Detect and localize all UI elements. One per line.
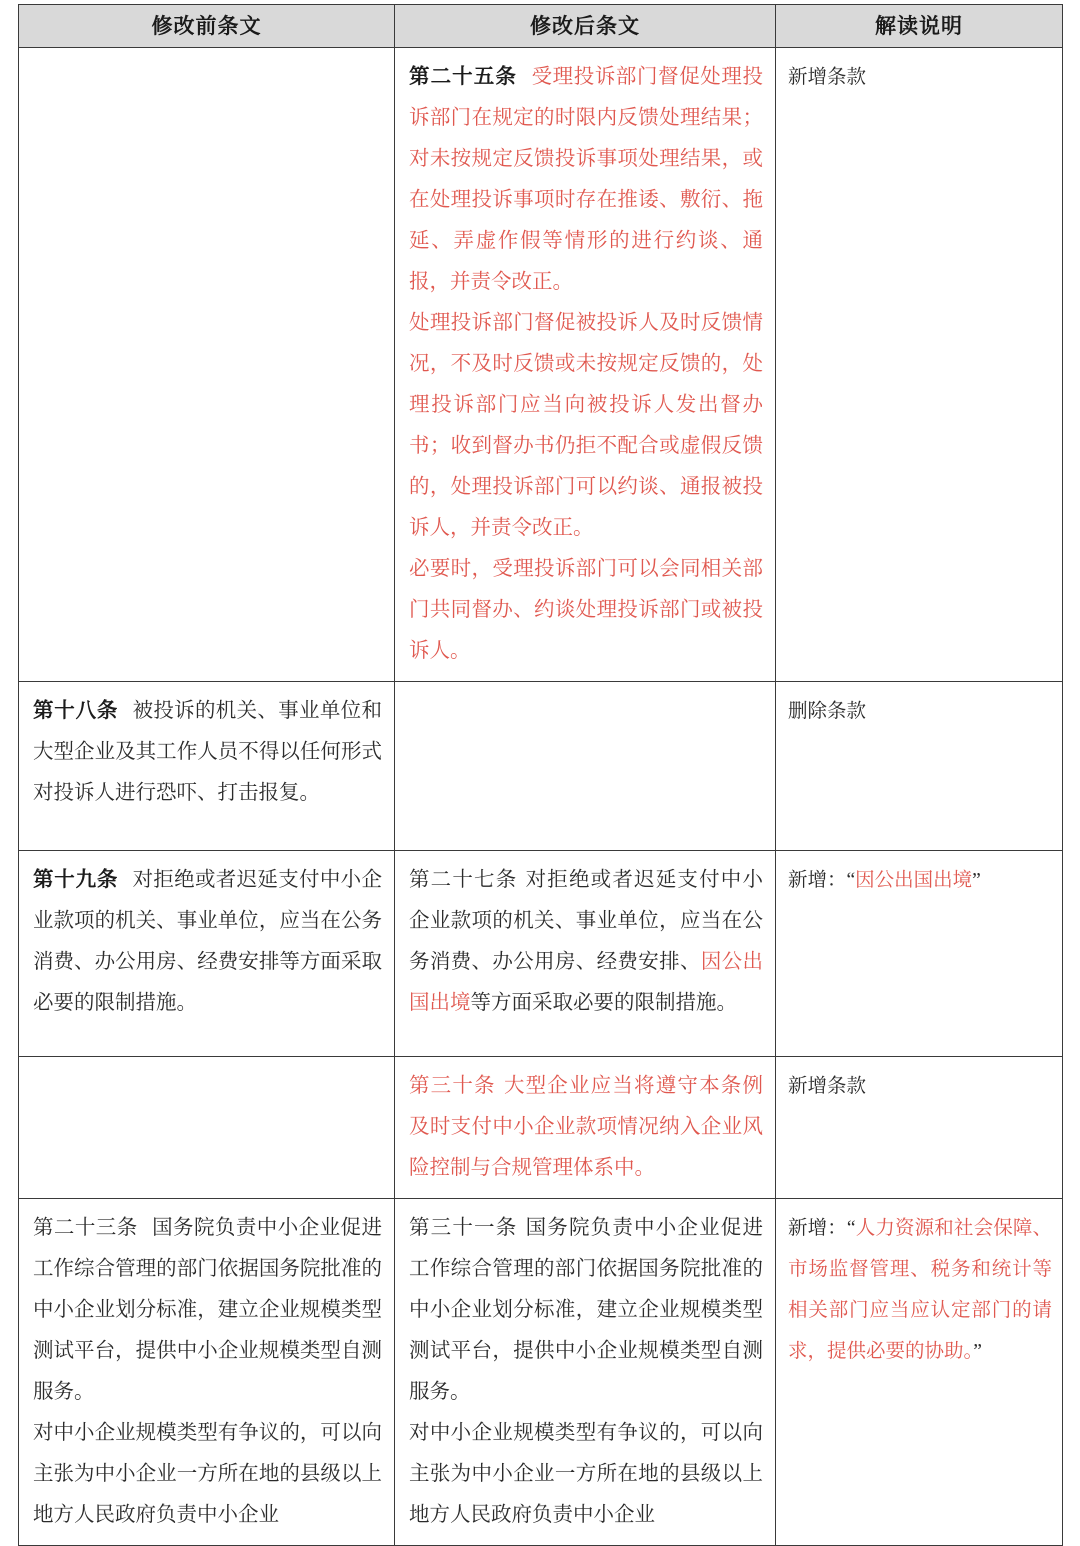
clause-run: 国务院负责中小企业促进工作综合管理的部门依据国务院批准的中小企业划分标准，建立企业规模类型测试平台，提供中小企业规模类型自测服务。 <box>33 1217 382 1403</box>
clause-paragraph <box>409 57 763 303</box>
table-row <box>19 682 1063 851</box>
note-run: ” <box>973 1341 982 1362</box>
clause-body <box>395 48 775 681</box>
cell-note-text <box>776 1199 1063 1546</box>
clause-paragraph <box>33 1413 382 1536</box>
article-number: 第二十五条 <box>409 66 517 88</box>
article-number: 第三十一条 <box>409 1217 518 1239</box>
clause-run: 对拒绝或者迟延支付中小企业款项的机关、事业单位，应当在公务消费、办公用房、经费安排等方面采取必要的限制措施。 <box>33 869 382 1014</box>
clause-paragraph <box>409 303 763 549</box>
note-body <box>776 1199 1062 1381</box>
article-number: 第三十条 <box>409 1075 496 1097</box>
clause-body <box>19 1199 394 1545</box>
note-paragraph <box>788 57 1052 98</box>
empty-clause-placeholder <box>395 682 775 710</box>
clause-body <box>395 1199 775 1545</box>
note-body <box>776 1057 1062 1116</box>
amendment-comparison-table <box>18 4 1063 1546</box>
note-run-red: 人力资源和社会保障、市场监督管理、税务和统计等相关部门应当应认定部门的请求，提供必要的协助。 <box>788 1218 1052 1362</box>
table-row <box>19 48 1063 682</box>
cell-before-text <box>19 682 395 851</box>
cell-note-text <box>776 682 1063 851</box>
cell-after-text <box>395 1057 776 1199</box>
clause-body <box>19 682 394 823</box>
clause-run: 国务院负责中小企业促进工作综合管理的部门依据国务院批准的中小企业划分标准，建立企业规模类型测试平台，提供中小企业规模类型自测服务。 <box>409 1217 763 1403</box>
clause-run-red: 处理投诉部门督促被投诉人及时反馈情况，不及时反馈或未按规定反馈的，处理投诉部门应当向被投诉人发出督办书；收到督办书仍拒不配合或虚假反馈的，处理投诉部门可以约谈、通报被投诉人，并责令改正。 <box>409 312 763 539</box>
cell-note-text <box>776 48 1063 682</box>
table-header-row <box>19 5 1063 48</box>
note-run-red: 因公出国出境 <box>855 870 973 891</box>
column-header-before: 修改前条文 <box>19 5 395 48</box>
article-number: 第二十七条 <box>409 869 518 891</box>
cell-after-text <box>395 851 776 1057</box>
table-row <box>19 1199 1063 1546</box>
cell-after-text <box>395 682 776 851</box>
clause-run-red: 受理投诉部门督促处理投诉部门在规定的时限内反馈处理结果；对未按规定反馈投诉事项处理结果，或在处理投诉事项时存在推诿、敷衍、拖延、弄虚作假等情形的进行约谈、通报，并责令改正。 <box>409 66 763 293</box>
clause-run: 等方面采取必要的限制措施。 <box>470 992 737 1014</box>
clause-body <box>395 1057 775 1198</box>
note-paragraph <box>788 1208 1052 1372</box>
clause-body <box>19 851 394 1033</box>
clause-paragraph <box>33 1208 382 1413</box>
note-paragraph <box>788 860 1052 901</box>
clause-paragraph <box>409 549 763 672</box>
clause-run-red: 大型企业应当将遵守本条例及时支付中小企业款项情况纳入企业风险控制与合规管理体系中。 <box>409 1075 763 1179</box>
note-paragraph <box>788 1066 1052 1107</box>
clause-run-red: 必要时，受理投诉部门可以会同相关部门共同督办、约谈处理投诉部门或被投诉人。 <box>409 558 763 662</box>
cell-after-text <box>395 1199 776 1546</box>
cell-before-text <box>19 1199 395 1546</box>
column-header-note: 解读说明 <box>776 5 1063 48</box>
note-body <box>776 682 1062 741</box>
column-header-after: 修改后条文 <box>395 5 776 48</box>
note-run: 新增条款 <box>788 1076 867 1097</box>
clause-run: 对中小企业规模类型有争议的，可以向主张为中小企业一方所在地的县级以上地方人民政府负责中小企业 <box>409 1422 763 1526</box>
clause-paragraph <box>409 1066 763 1189</box>
note-run: 新增：“ <box>788 870 856 891</box>
note-body <box>776 48 1062 107</box>
clause-paragraph <box>33 860 382 1024</box>
article-number: 第二十三条 <box>33 1217 138 1239</box>
note-paragraph <box>788 691 1052 732</box>
cell-before-text <box>19 48 395 682</box>
clause-body <box>395 851 775 1033</box>
article-number: 第十八条 <box>33 700 119 722</box>
note-run: 新增条款 <box>788 67 867 88</box>
note-run: 删除条款 <box>788 701 867 722</box>
cell-after-text <box>395 48 776 682</box>
clause-run: 对拒绝或者迟延支付中小企业款项的机关、事业单位，应当在公务消费、办公用房、经费安排、 <box>409 869 763 973</box>
clause-run: 被投诉的机关、事业单位和大型企业及其工作人员不得以任何形式对投诉人进行恐吓、打击报复。 <box>33 700 382 804</box>
article-number: 第十九条 <box>33 869 119 891</box>
table-row <box>19 1057 1063 1199</box>
clause-run: 对中小企业规模类型有争议的，可以向主张为中小企业一方所在地的县级以上地方人民政府负责中小企业 <box>33 1422 382 1526</box>
cell-note-text <box>776 851 1063 1057</box>
empty-clause-placeholder <box>19 1057 394 1085</box>
clause-run-red: 因公出国出境 <box>409 951 763 1014</box>
cell-before-text <box>19 851 395 1057</box>
table-row <box>19 851 1063 1057</box>
table-body <box>19 48 1063 1546</box>
clause-paragraph <box>33 691 382 814</box>
cell-note-text <box>776 1057 1063 1199</box>
clause-paragraph <box>409 1413 763 1536</box>
note-body <box>776 851 1062 910</box>
empty-clause-placeholder <box>19 48 394 76</box>
clause-paragraph <box>409 860 763 1024</box>
note-run: 新增：“ <box>788 1218 856 1239</box>
note-run: ” <box>972 870 981 891</box>
cell-before-text <box>19 1057 395 1199</box>
clause-paragraph <box>409 1208 763 1413</box>
